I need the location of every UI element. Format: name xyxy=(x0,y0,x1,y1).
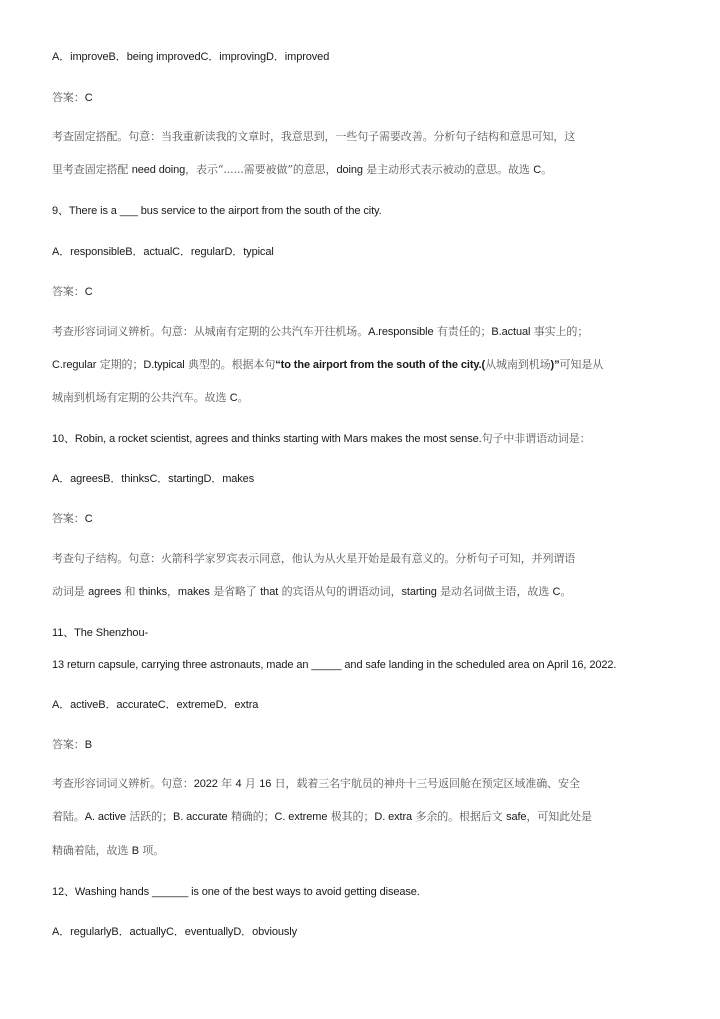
text: 活跃的； xyxy=(126,810,173,823)
text: C. extreme xyxy=(274,811,328,823)
q10-explanation-line2 xyxy=(52,585,668,599)
text: starting xyxy=(401,586,437,598)
q11-question-line1: 11、The Shenzhou- xyxy=(52,627,149,639)
text: 定期的； xyxy=(96,358,144,371)
text: A. active xyxy=(84,811,126,823)
text: D. extra xyxy=(374,811,413,823)
text: A.responsible xyxy=(368,326,434,338)
text: 2022 xyxy=(193,778,218,790)
answer-label: 答案： xyxy=(52,91,85,104)
answer-label: 答案： xyxy=(52,285,85,298)
text: 和 xyxy=(121,585,139,598)
q11-explanation-line3 xyxy=(52,844,668,858)
q8-options: A．improveB．being improvedC．improvingD．improved xyxy=(52,51,330,63)
text: B. accurate xyxy=(173,811,228,823)
text: 考查形容词词义辨析。句意： xyxy=(52,777,194,790)
q11-question-line2: 13 return capsule, carrying three astronauts, made an _____ and safe landing in the scheduled area on April 16, 2022. xyxy=(52,659,617,671)
q9-explanation-line2 xyxy=(52,358,668,372)
text: 4 xyxy=(235,778,242,790)
answer-value: C xyxy=(84,513,93,525)
text: 典型的。根据本句 xyxy=(184,358,276,371)
text: that xyxy=(260,586,279,598)
text: 的宾语从句的谓语动词， xyxy=(278,585,402,598)
q12-options: A．regularlyB．actuallyC．eventuallyD．obviously xyxy=(52,926,298,938)
text: 10、Robin, a rocket scientist, agrees and thinks starting with Mars makes the most sense. xyxy=(52,433,482,445)
text: 精确着陆，故选 xyxy=(52,844,132,857)
text: 。 xyxy=(237,391,249,404)
text: 句子中非谓语动词是： xyxy=(481,432,591,445)
text: 里考查固定搭配 xyxy=(52,163,132,176)
text: doing xyxy=(336,164,363,176)
text: 动词是 xyxy=(52,585,89,598)
text: 。 xyxy=(541,163,552,176)
text: 是主动形式表示被动的意思。故选 xyxy=(362,163,534,176)
text: 16 xyxy=(259,778,272,790)
text: 是动名词做主语，故选 xyxy=(436,585,553,598)
text: C xyxy=(552,586,561,598)
q9-explanation-line3 xyxy=(52,391,668,405)
q10-options: A．agreesB．thinksC．startingD．makes xyxy=(52,473,255,485)
text: 极其的； xyxy=(327,810,375,823)
answer-value: B xyxy=(84,739,92,751)
q9-options: A．responsibleB．actualC．regularD．typical xyxy=(52,246,274,258)
q10-explanation-line1: 考查句子结构。句意：火箭科学家罗宾表示同意，他认为从火星开始是最有意义的。分析句子可知，并列谓语 xyxy=(52,552,576,565)
text: 考查形容词词义辨析。句意：从城南有定期的公共汽车开往机场。 xyxy=(52,325,369,338)
text: B xyxy=(131,845,139,857)
q9-question: 9、There is a ___ bus service to the airport from the south of the city. xyxy=(52,205,382,217)
answer-label: 答案： xyxy=(52,738,85,751)
text: thinks xyxy=(138,586,167,598)
text: 月 xyxy=(241,777,260,790)
text: ，可知此处是 xyxy=(526,810,592,823)
text: makes xyxy=(177,586,210,598)
text: D.typical xyxy=(143,359,185,371)
text: B.actual xyxy=(491,326,531,338)
text: 城南到机场有定期的公共汽车。故选 xyxy=(52,391,230,404)
q8-explanation-line1: 考查固定搭配。句意：当我重新读我的文章时，我意思到，一些句子需要改善。分析句子结构和意思可知，这 xyxy=(52,130,576,143)
text: “to the airport from the south of the city.( xyxy=(275,359,486,371)
text: 项。 xyxy=(138,844,165,857)
q9-explanation-line1 xyxy=(52,325,668,339)
q11-options: A．activeB．accurateC．extremeD．extra xyxy=(52,699,259,711)
text: C xyxy=(533,164,542,176)
text: 日，载着三名宇航员的神舟十三号返回舱在预定区域准确、安全 xyxy=(271,777,580,790)
text: C.regular xyxy=(52,359,97,371)
text: 从城南到机场 xyxy=(485,358,551,371)
q12-question: 12、Washing hands ______ is one of the best ways to avoid getting disease. xyxy=(52,886,420,898)
text: safe xyxy=(506,811,527,823)
q9-answer xyxy=(52,285,668,299)
answer-value: C xyxy=(84,286,93,298)
q10-answer xyxy=(52,512,668,526)
q8-answer xyxy=(52,91,668,105)
q11-explanation-line1 xyxy=(52,777,668,791)
text: 着陆。 xyxy=(52,810,85,823)
answer-label: 答案： xyxy=(52,512,85,525)
text: ，表示“......需要被做”的意思， xyxy=(185,163,337,176)
answer-value: C xyxy=(84,92,93,104)
text: 多余的。根据后文 xyxy=(412,810,507,823)
text: 。 xyxy=(560,585,572,598)
text: need doing xyxy=(131,164,186,176)
text: 年 xyxy=(217,777,236,790)
q10-question xyxy=(52,432,668,446)
text: 事实上的； xyxy=(530,325,589,338)
q11-answer xyxy=(52,738,668,752)
text: )” xyxy=(550,359,560,371)
q8-explanation-line2 xyxy=(52,163,668,177)
text: 是省略了 xyxy=(209,585,261,598)
text: agrees xyxy=(88,586,122,598)
text: 精确的； xyxy=(227,810,275,823)
text: ， xyxy=(167,585,178,598)
text: 有责任的； xyxy=(433,325,492,338)
text: C xyxy=(229,392,238,404)
q11-explanation-line2 xyxy=(52,810,668,824)
text: 可知是从 xyxy=(559,358,604,371)
